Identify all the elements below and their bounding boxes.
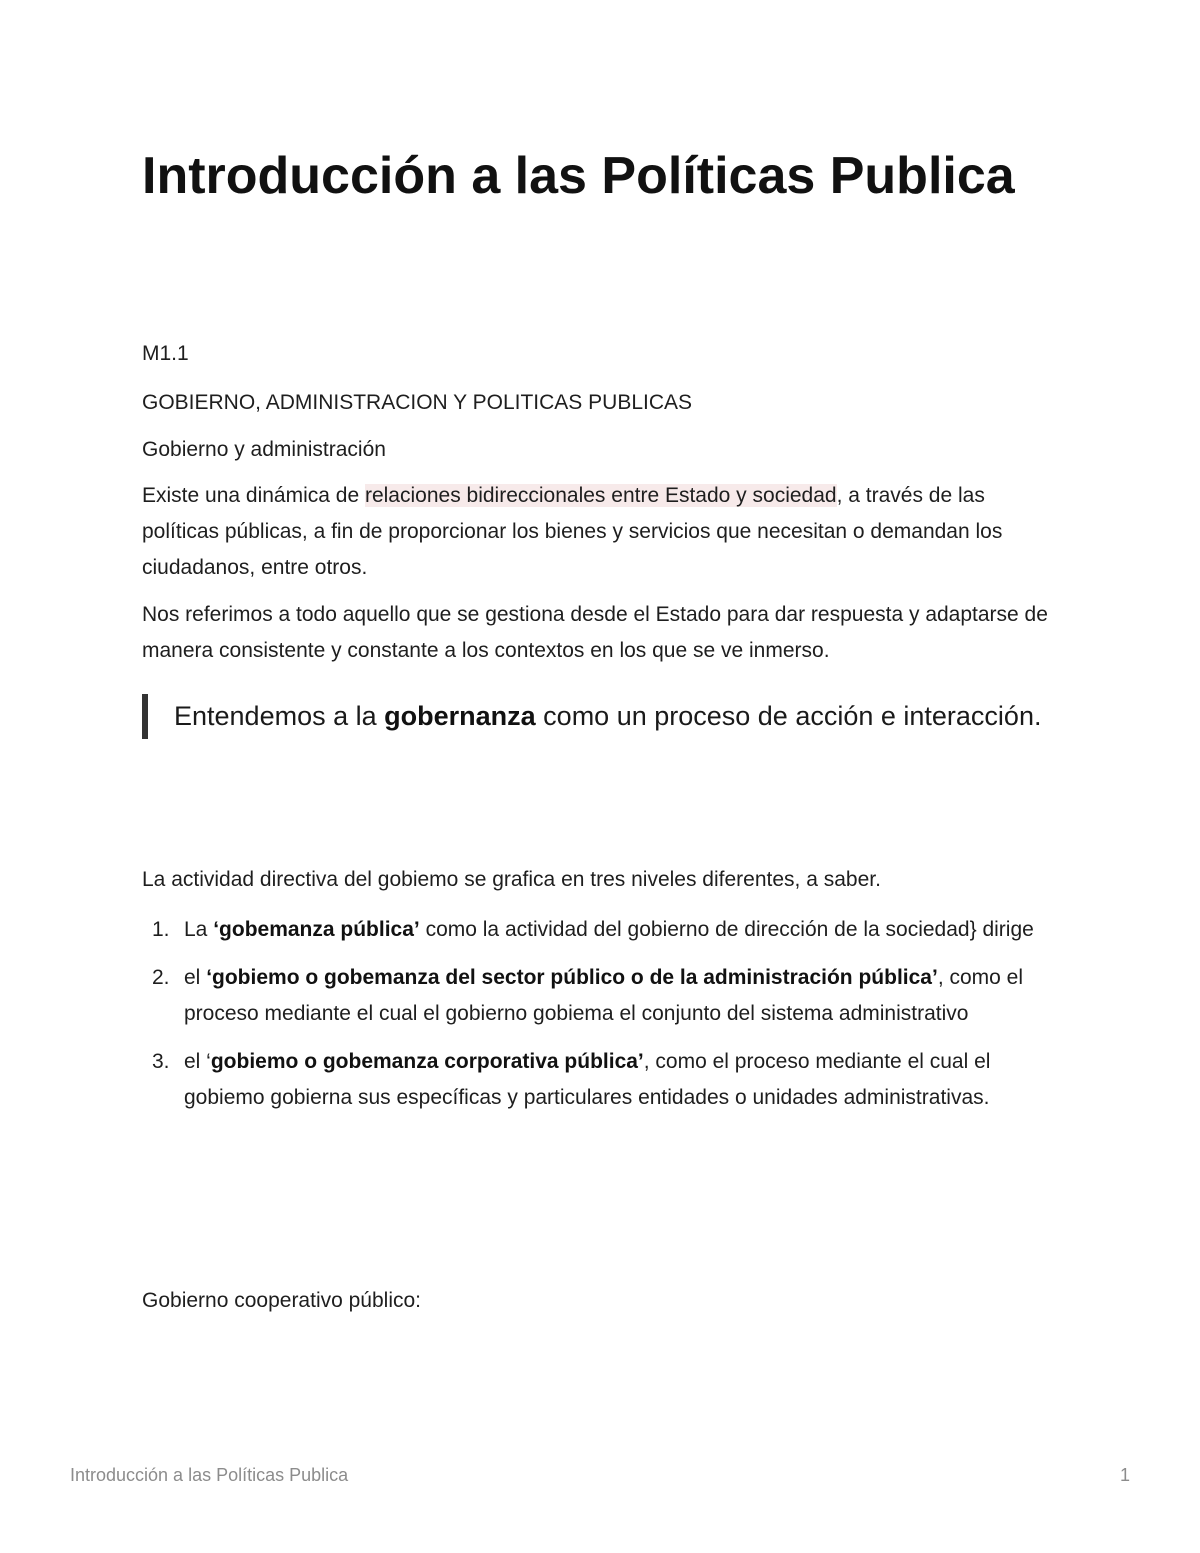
list-text: , como el proceso mediante el cual el gobiemo gobierna sus específicas y particulares entidades o unidades administrativas. bbox=[184, 1050, 991, 1109]
quote-text-part: como un proceso de acción e interacción. bbox=[535, 701, 1042, 731]
list-item bbox=[142, 960, 1042, 1032]
paragraph-cooperativo: Gobierno cooperativo público: bbox=[142, 1289, 422, 1312]
paragraph-text: , a través de las políticas públicas, a fin de proporcionar los bienes y servicios que necesitan o demandan los ciudadanos, entre otros. bbox=[142, 484, 1003, 579]
quote-text bbox=[174, 694, 1054, 739]
list-text: como la actividad del gobierno de dirección de la sociedad} dirige bbox=[419, 918, 1034, 941]
list-number: 3. bbox=[152, 1050, 170, 1073]
list-bold-text: ‘gobemanza pública’ bbox=[213, 918, 420, 941]
paragraph-estado: Nos referimos a todo aquello que se gestiona desde el Estado para dar respuesta y adaptarse de manera consistente y constante a los contextos en los que se ve inmerso. bbox=[142, 603, 1048, 662]
list-text: el ‘ bbox=[184, 1050, 211, 1073]
subheading: Gobierno y administración bbox=[142, 438, 386, 461]
list-text: , como el proceso mediante el cual el gobierno gobiema el conjunto del sistema administrativo bbox=[184, 966, 1024, 1025]
paragraph-niveles: La actividad directiva del gobiemo se grafica en tres niveles diferentes, a saber. bbox=[142, 868, 881, 891]
highlighted-text: relaciones bidireccionales entre Estado y sociedad bbox=[364, 484, 837, 507]
ordered-list bbox=[142, 912, 1042, 1128]
list-item bbox=[142, 1044, 1042, 1116]
blockquote bbox=[142, 694, 1054, 739]
page-number: 1 bbox=[1119, 1465, 1130, 1485]
quote-bold-term: gobernanza bbox=[384, 701, 536, 731]
list-text: el bbox=[184, 966, 207, 989]
list-item bbox=[142, 912, 1042, 948]
list-text: La bbox=[184, 918, 214, 941]
quote-text-part: Entendemos a la bbox=[174, 701, 385, 731]
section-heading: GOBIERNO, ADMINISTRACION Y POLITICAS PUBLICAS bbox=[142, 391, 693, 414]
list-number: 2. bbox=[152, 966, 170, 989]
module-label: M1.1 bbox=[142, 342, 189, 365]
footer-title: Introducción a las Políticas Publica bbox=[70, 1465, 349, 1485]
list-number: 1. bbox=[152, 918, 170, 941]
list-bold-text: gobiemo o gobemanza corporativa pública’ bbox=[210, 1050, 644, 1073]
list-bold-text: ‘gobiemo o gobemanza del sector público o de la administración pública’ bbox=[206, 966, 938, 989]
paragraph-text: Existe una dinámica de bbox=[142, 484, 365, 507]
document-title: Introducción a las Políticas Publica bbox=[142, 147, 1015, 205]
paragraph-relaciones bbox=[142, 478, 1062, 586]
